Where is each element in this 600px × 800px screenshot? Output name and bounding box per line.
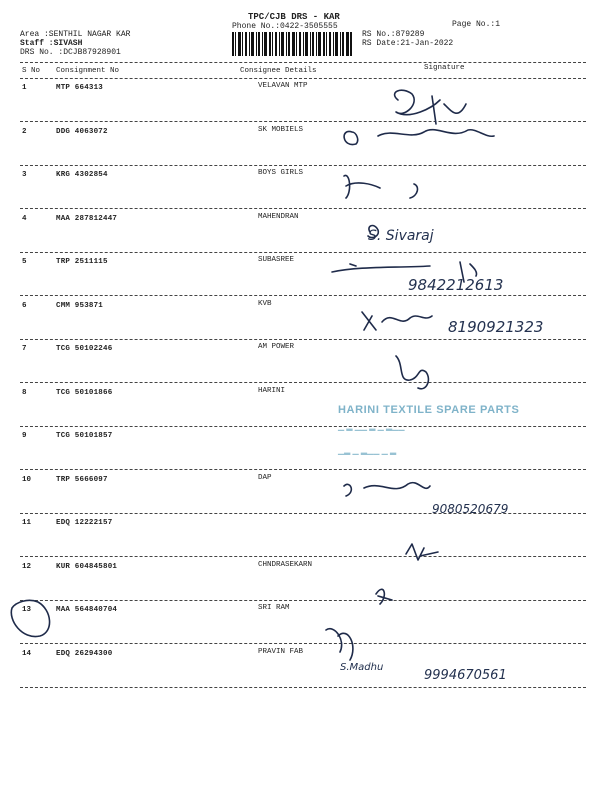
- handwritten-name-row14: S.Madhu: [340, 662, 384, 673]
- header-divider-top: [20, 62, 586, 63]
- handwritten-name-row4: S. Sivaraj: [368, 228, 434, 244]
- row-consignee: HARINI: [258, 387, 286, 395]
- drs-number: DRS No. :DCJB87928901: [20, 48, 121, 57]
- company-stamp: [322, 400, 522, 470]
- staff-label: Staff :SIVASH: [20, 39, 83, 48]
- row-consignment-number: EDQ 26294300: [56, 650, 113, 658]
- row-consignee: SUBASREE: [258, 256, 295, 264]
- stamp-footer: ▁▂ ▁ ▂▁▁ ▁ ▂: [338, 446, 397, 455]
- row-consignment-number: DDG 4063072: [56, 128, 108, 136]
- stamp-address: ▁ ▂ ▁▁ ▂ ▁ ▂▁▁: [338, 422, 405, 431]
- row-consignment-number: KUR 604845801: [56, 563, 118, 571]
- col-consignment: Consignment No: [56, 67, 120, 75]
- page-number: Page No.:1: [452, 20, 501, 29]
- header-divider-bottom: [20, 78, 586, 79]
- row-consignee: KVB: [258, 300, 272, 308]
- row-serial-number: 4: [22, 215, 27, 223]
- row-consignment-number: CMM 953871: [56, 302, 104, 310]
- row-serial-number: 12: [22, 563, 32, 571]
- row-consignment-number: TCG 50102246: [56, 345, 113, 353]
- row-consignment-number: MAA 564840704: [56, 606, 118, 614]
- rs-number: RS No.:879289: [362, 30, 425, 39]
- row-divider: [20, 121, 586, 122]
- row-serial-number: 9: [22, 432, 27, 440]
- handwritten-phone-row5: 9842212613: [408, 276, 504, 294]
- row-divider: [20, 687, 586, 688]
- row-serial-number: 11: [22, 519, 32, 527]
- row-divider: [20, 556, 586, 557]
- row-divider: [20, 339, 586, 340]
- row-divider: [20, 208, 586, 209]
- row-divider: [20, 295, 586, 296]
- row-divider: [20, 252, 586, 253]
- col-signature: Signature: [424, 64, 465, 72]
- row-consignment-number: MTP 664313: [56, 84, 104, 92]
- row-serial-number: 10: [22, 476, 32, 484]
- row-serial-number: 5: [22, 258, 27, 266]
- col-consignee: Consignee Details: [240, 67, 317, 75]
- row-divider: [20, 165, 586, 166]
- row-consignee: SK MOBIELS: [258, 126, 304, 134]
- row-consignee: DAP: [258, 474, 272, 482]
- row-serial-number: 6: [22, 302, 27, 310]
- handwritten-phone-row10: 9080520679: [432, 502, 509, 516]
- row-serial-number: 14: [22, 650, 32, 658]
- row-serial-number: 7: [22, 345, 27, 353]
- sheet-title: TPC/CJB DRS - KAR: [248, 12, 340, 22]
- row-serial-number: 2: [22, 128, 27, 136]
- row-serial-number: 8: [22, 389, 27, 397]
- row-consignee: VELAVAN MTP: [258, 82, 308, 90]
- handwritten-phone-row6: 8190921323: [448, 318, 544, 336]
- row-consignment-number: TCG 50101857: [56, 432, 113, 440]
- col-sno: S No: [22, 67, 41, 75]
- row-consignee: MAHENDRAN: [258, 213, 299, 221]
- area-label: Area :SENTHIL NAGAR KAR: [20, 30, 131, 39]
- row-consignment-number: KRG 4302854: [56, 171, 108, 179]
- handwritten-phone-row14: 9994670561: [424, 668, 507, 683]
- row-consignee: CHNDRASEKARN: [258, 561, 313, 569]
- row-consignee: SRI RAM: [258, 604, 290, 612]
- row-consignment-number: MAA 287812447: [56, 215, 118, 223]
- row-consignee: PRAVIN FAB: [258, 648, 304, 656]
- row-consignee: BOYS GIRLS: [258, 169, 304, 177]
- row-serial-number: 3: [22, 171, 27, 179]
- row-divider: [20, 600, 586, 601]
- rs-date: RS Date:21-Jan-2022: [362, 39, 454, 48]
- barcode-icon: [232, 32, 352, 56]
- stamp-text: HARINI TEXTILE SPARE PARTS: [338, 404, 520, 416]
- row-consignment-number: TRP 2511115: [56, 258, 108, 266]
- row-consignee: AM POWER: [258, 343, 295, 351]
- row-consignment-number: EDQ 12222157: [56, 519, 113, 527]
- row-serial-number: 13: [22, 606, 32, 614]
- phone-number: Phone No.:0422-3505555: [232, 22, 338, 31]
- row-consignment-number: TRP 5666097: [56, 476, 108, 484]
- row-serial-number: 1: [22, 84, 27, 92]
- row-consignment-number: TCG 50101866: [56, 389, 113, 397]
- row-divider: [20, 382, 586, 383]
- row-divider: [20, 643, 586, 644]
